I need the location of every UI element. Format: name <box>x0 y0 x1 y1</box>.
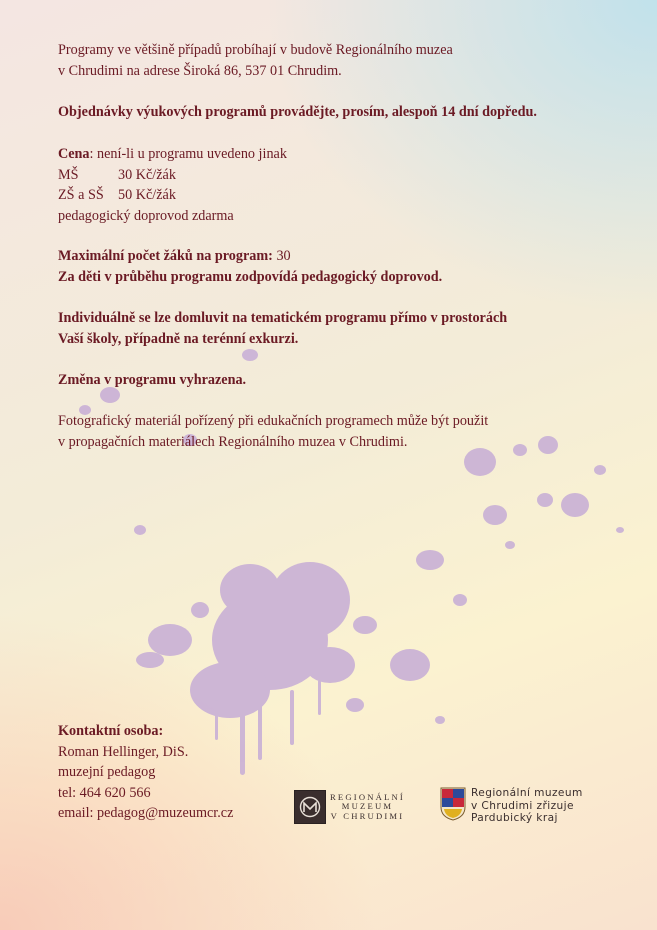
contact-label: Kontaktní osoba: <box>58 723 164 739</box>
price-row <box>58 185 287 206</box>
price-escort: pedagogický doprovod zdarma <box>58 207 234 224</box>
splatter-blob <box>390 649 430 681</box>
price-amount: 50 Kč/žák <box>118 187 176 204</box>
price-heading <box>58 144 287 165</box>
splatter-blob <box>513 444 527 456</box>
splatter-blob <box>594 465 606 475</box>
region-logo-line: Regionální muzeum <box>471 787 583 799</box>
museum-logo-line: REGIONÁLNÍ <box>330 791 405 802</box>
individual-line: Individuálně se lze domluvit na tematickém programu přímo v prostorách <box>58 310 508 326</box>
price-amount: 30 Kč/žák <box>118 166 176 183</box>
splatter-blob <box>483 505 507 525</box>
contact-name: Roman Hellinger, DiS. <box>58 743 189 760</box>
contact-phone[interactable]: tel: 464 620 566 <box>58 784 151 801</box>
splatter-drip <box>258 700 262 760</box>
splatter-blob <box>435 716 445 724</box>
splatter-drip <box>318 680 321 715</box>
museum-logo-line: V CHRUDIMI <box>330 810 405 821</box>
price-section <box>58 144 287 226</box>
capacity-section <box>58 246 442 287</box>
museum-logo-text <box>330 793 405 822</box>
splatter-blob <box>616 527 624 533</box>
splatter-blob <box>191 602 209 618</box>
splatter-blob <box>537 493 553 507</box>
price-group: ZŠ a SŠ <box>58 187 104 204</box>
intro-line: Programy ve většině případů probíhají v budově Regionálního muzea <box>58 42 453 58</box>
capacity-line <box>58 246 442 267</box>
region-logo-line: Pardubický kraj <box>471 812 558 825</box>
splatter-blob <box>242 349 258 361</box>
splatter-blob <box>561 493 589 517</box>
splatter-blob <box>136 652 164 668</box>
orders-note: Objednávky výukových programů provádějte, prosím, alespoň 14 dní dopředu. <box>58 104 537 120</box>
splatter-blob <box>538 436 558 454</box>
splatter-drip <box>290 690 294 745</box>
museum-logo <box>294 790 405 824</box>
individual-line: Vaší školy, případně na terénní exkurzi. <box>58 330 299 347</box>
contact-role: muzejní pedagog <box>58 764 156 781</box>
responsibility-note: Za děti v průběhu programu zodpovídá pedagogický doprovod. <box>58 268 443 285</box>
changes-note: Změna v programu vyhrazena. <box>58 372 247 388</box>
photo-section <box>58 411 488 452</box>
museum-logo-line: MUZEUM <box>341 801 394 812</box>
region-logo-text <box>471 787 583 825</box>
splatter-blob <box>505 541 515 549</box>
price-note: : není-li u programu uvedeno jinak <box>89 146 287 162</box>
splatter-blob <box>464 448 496 476</box>
splatter-blob <box>346 698 364 712</box>
price-row <box>58 165 287 186</box>
splatter-blob <box>220 564 280 616</box>
museum-monogram-icon <box>294 790 326 824</box>
intro-text <box>58 40 453 81</box>
splatter-blob <box>353 616 377 634</box>
pardubice-region-crest-icon <box>440 787 466 821</box>
capacity-value: 30 <box>272 248 291 264</box>
photo-line: Fotografický materiál pořízený při edukačních programech může být použit <box>58 413 489 429</box>
region-logo <box>440 787 583 825</box>
contact-email[interactable]: email: pedagog@muzeumcr.cz <box>58 805 234 822</box>
price-group: MŠ <box>58 166 79 183</box>
splatter-blob <box>453 594 467 606</box>
splatter-blob <box>305 647 355 683</box>
individual-section <box>58 308 507 349</box>
splatter-blob <box>416 550 444 570</box>
photo-line: v propagačních materiálech Regionálního muzea v Chrudimi. <box>58 433 408 450</box>
splatter-blob <box>134 525 146 535</box>
capacity-label: Maximální počet žáků na program: <box>58 248 273 264</box>
intro-line: v Chrudimi na adrese Široká 86, 537 01 Chrudim. <box>58 62 342 79</box>
region-logo-line: v Chrudimi zřizuje <box>471 799 574 812</box>
contact-section <box>58 721 233 824</box>
splatter-drip <box>240 690 245 775</box>
price-label: Cena <box>58 146 90 162</box>
splatter-blob <box>148 624 192 656</box>
splatter-blob <box>270 562 350 638</box>
